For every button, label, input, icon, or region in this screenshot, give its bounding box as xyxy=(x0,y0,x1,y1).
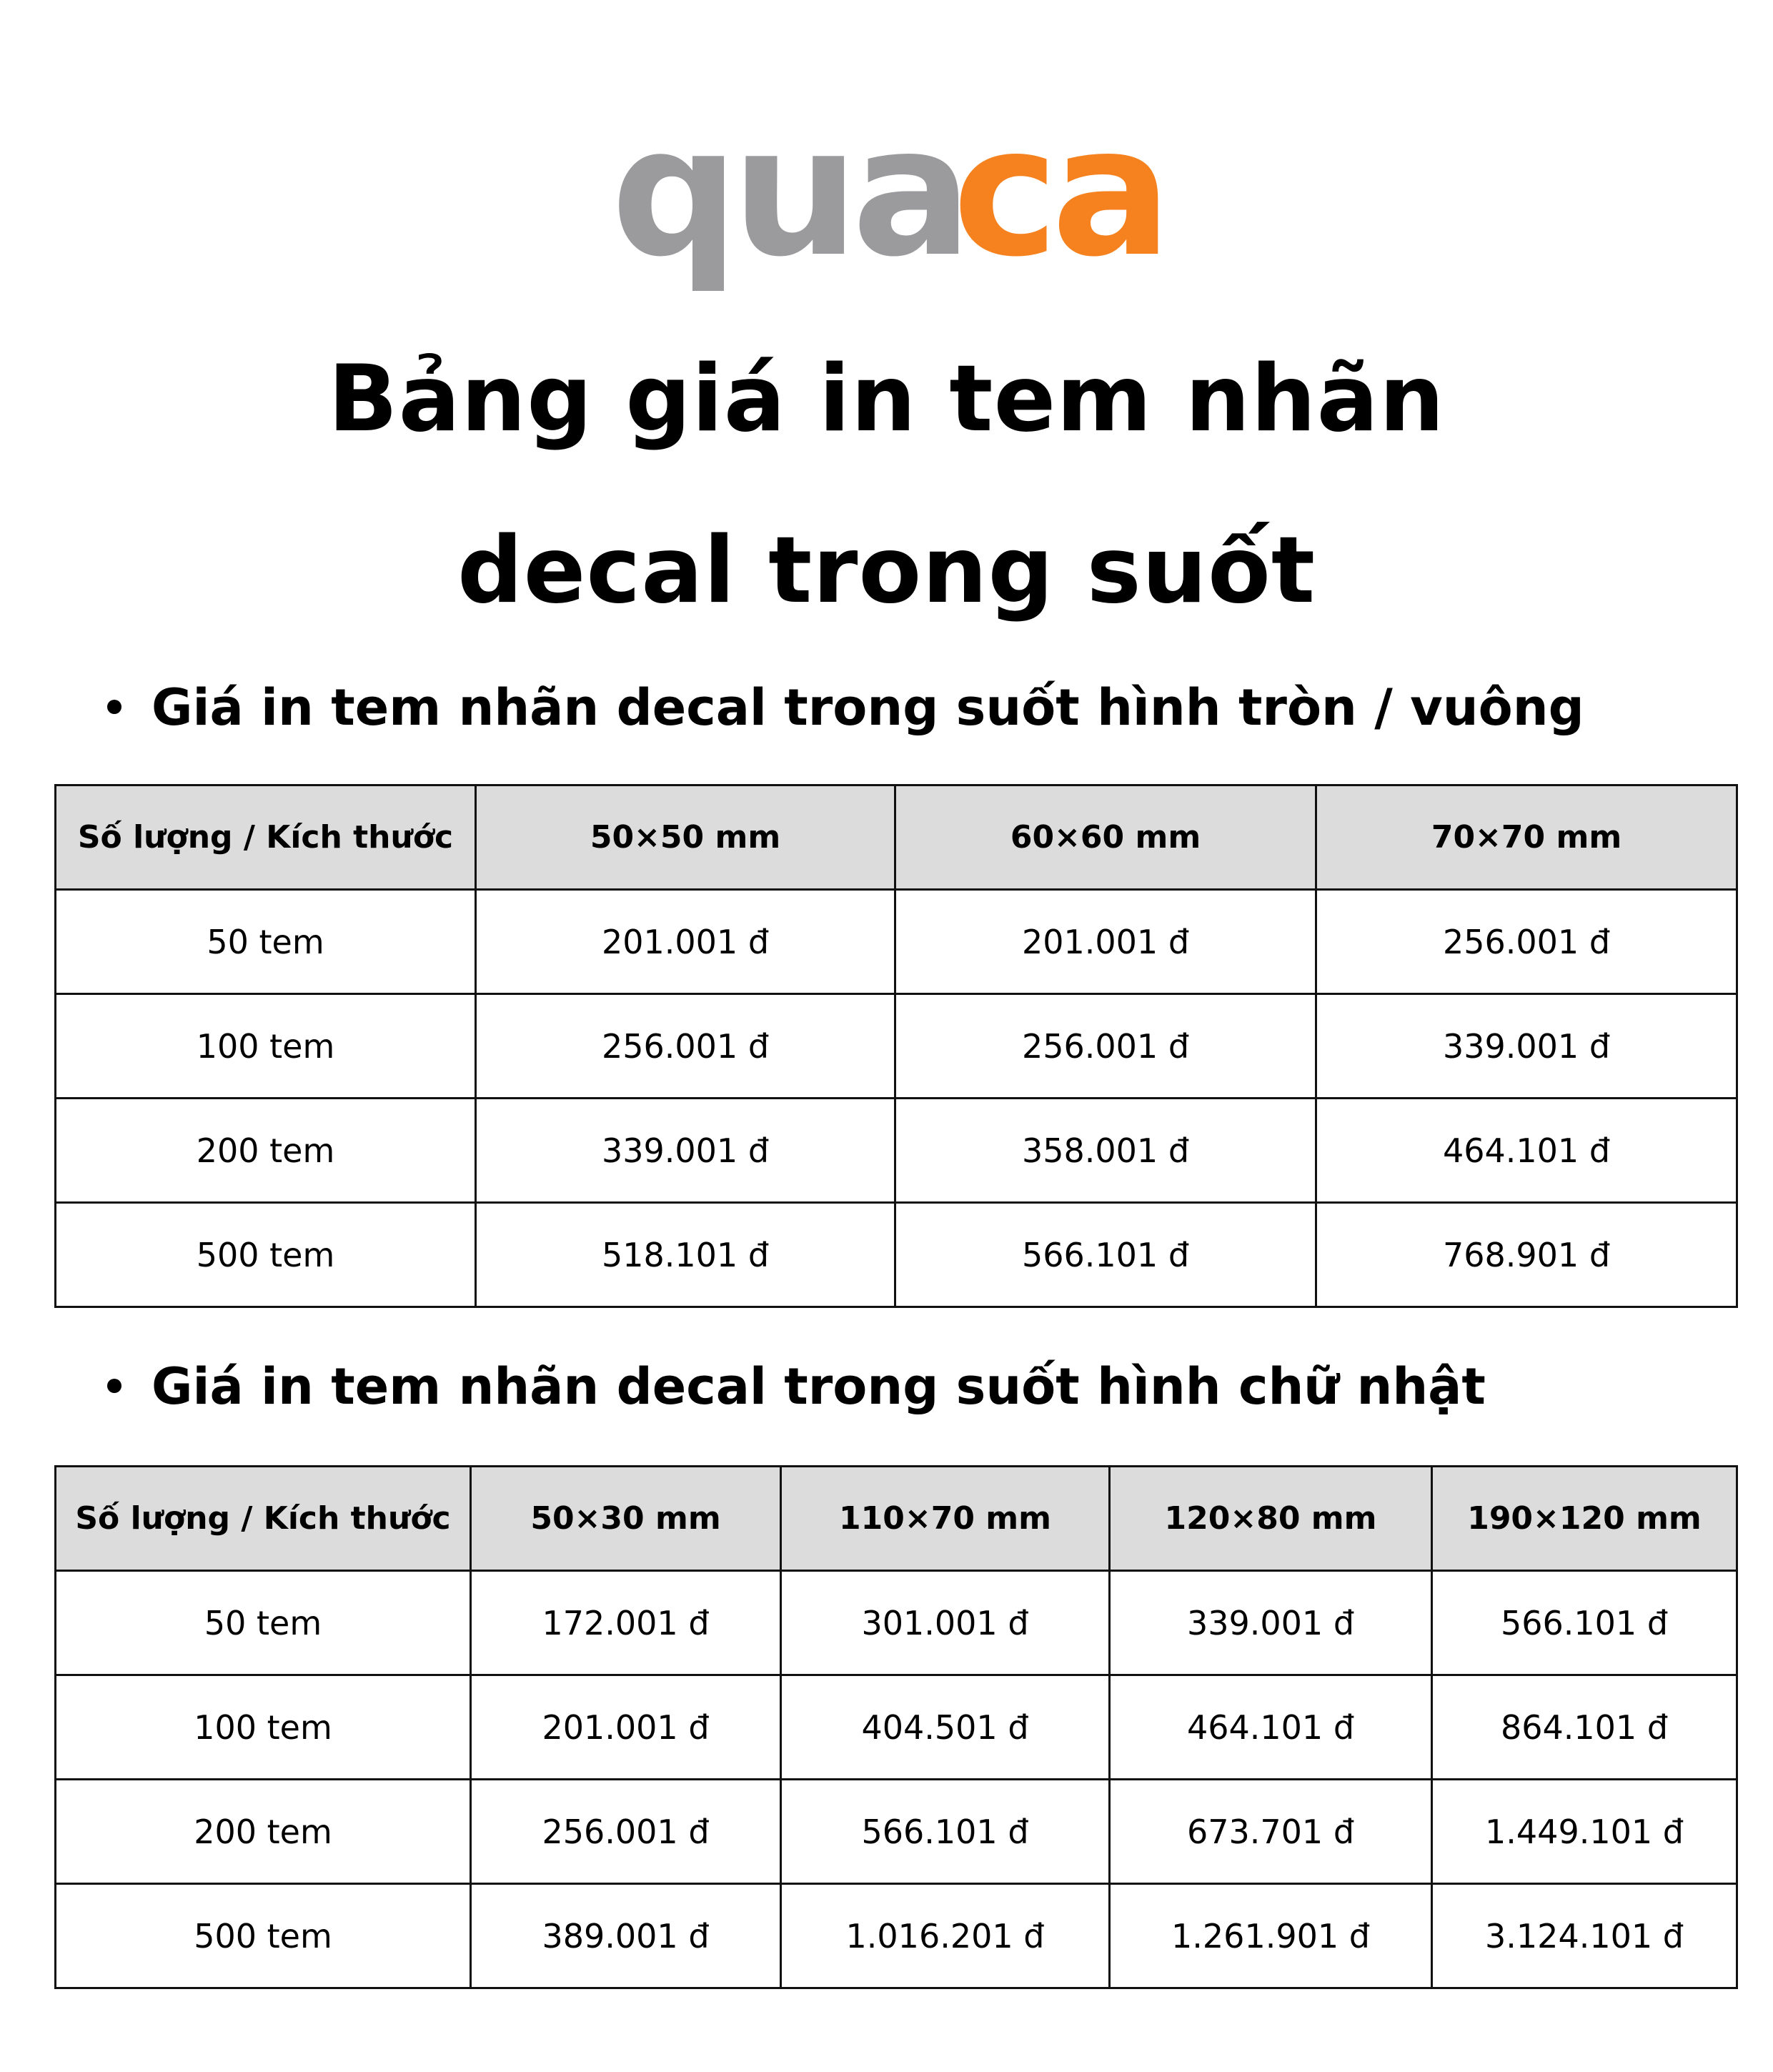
header-quantity-size: Số lượng / Kích thước xyxy=(56,1467,471,1571)
table-row xyxy=(56,1884,1737,1988)
quantity-cell: 100 tem xyxy=(56,1675,471,1780)
quantity-cell: 50 tem xyxy=(56,890,476,994)
table-row xyxy=(56,1571,1737,1675)
price-cell: 864.101 đ xyxy=(1432,1675,1737,1780)
table-header-row xyxy=(56,785,1737,890)
section-heading-text: Giá in tem nhãn decal trong suốt hình chữ nhật xyxy=(152,1357,1486,1416)
price-cell: 404.501 đ xyxy=(781,1675,1110,1780)
header-quantity-size: Số lượng / Kích thước xyxy=(56,785,476,890)
price-cell: 1.016.201 đ xyxy=(781,1884,1110,1988)
table-row xyxy=(56,1675,1737,1780)
table-row xyxy=(56,1203,1737,1307)
table-row xyxy=(56,1099,1737,1203)
quaca-logo xyxy=(611,122,1183,307)
price-cell: 256.001 đ xyxy=(895,994,1316,1099)
price-cell: 339.001 đ xyxy=(476,1099,895,1203)
price-cell: 201.001 đ xyxy=(471,1675,781,1780)
price-cell: 201.001 đ xyxy=(476,890,895,994)
header-size: 50×30 mm xyxy=(471,1467,781,1571)
header-size: 50×50 mm xyxy=(476,785,895,890)
price-cell: 1.261.901 đ xyxy=(1110,1884,1432,1988)
page-title-line-1: Bảng giá in tem nhãn xyxy=(328,346,1445,452)
section-heading-round-square xyxy=(107,678,1584,737)
page-title-line-2: decal trong suốt xyxy=(457,517,1316,624)
section-heading-rectangle xyxy=(107,1357,1486,1416)
price-cell: 1.449.101 đ xyxy=(1432,1780,1737,1884)
price-cell: 389.001 đ xyxy=(471,1884,781,1988)
quantity-cell: 200 tem xyxy=(56,1780,471,1884)
price-cell: 256.001 đ xyxy=(471,1780,781,1884)
price-cell: 358.001 đ xyxy=(895,1099,1316,1203)
quantity-cell: 200 tem xyxy=(56,1099,476,1203)
header-size: 190×120 mm xyxy=(1432,1467,1737,1571)
quantity-cell: 50 tem xyxy=(56,1571,471,1675)
header-size: 60×60 mm xyxy=(895,785,1316,890)
price-cell: 256.001 đ xyxy=(1316,890,1737,994)
header-size: 70×70 mm xyxy=(1316,785,1737,890)
price-cell: 339.001 đ xyxy=(1316,994,1737,1099)
quantity-cell: 500 tem xyxy=(56,1884,471,1988)
price-cell: 768.901 đ xyxy=(1316,1203,1737,1307)
price-cell: 339.001 đ xyxy=(1110,1571,1432,1675)
table-row xyxy=(56,994,1737,1099)
price-cell: 464.101 đ xyxy=(1110,1675,1432,1780)
price-table-round-square xyxy=(54,784,1738,1308)
table-header-row xyxy=(56,1467,1737,1571)
logo-text-gray: qua xyxy=(611,122,965,296)
table-row xyxy=(56,890,1737,994)
price-cell: 566.101 đ xyxy=(1432,1571,1737,1675)
price-cell: 201.001 đ xyxy=(895,890,1316,994)
price-cell: 566.101 đ xyxy=(781,1780,1110,1884)
table-row xyxy=(56,1780,1737,1884)
price-cell: 301.001 đ xyxy=(781,1571,1110,1675)
price-table-rectangle xyxy=(54,1465,1738,1989)
quantity-cell: 100 tem xyxy=(56,994,476,1099)
price-cell: 566.101 đ xyxy=(895,1203,1316,1307)
logo-text-orange: ca xyxy=(953,122,1165,296)
bullet-icon xyxy=(107,1379,121,1393)
bullet-icon xyxy=(107,700,121,714)
price-cell: 673.701 đ xyxy=(1110,1780,1432,1884)
price-cell: 172.001 đ xyxy=(471,1571,781,1675)
header-size: 120×80 mm xyxy=(1110,1467,1432,1571)
section-heading-text: Giá in tem nhãn decal trong suốt hình tròn / vuông xyxy=(152,678,1584,737)
price-cell: 518.101 đ xyxy=(476,1203,895,1307)
header-size: 110×70 mm xyxy=(781,1467,1110,1571)
price-cell: 464.101 đ xyxy=(1316,1099,1737,1203)
price-cell: 256.001 đ xyxy=(476,994,895,1099)
quantity-cell: 500 tem xyxy=(56,1203,476,1307)
price-cell: 3.124.101 đ xyxy=(1432,1884,1737,1988)
